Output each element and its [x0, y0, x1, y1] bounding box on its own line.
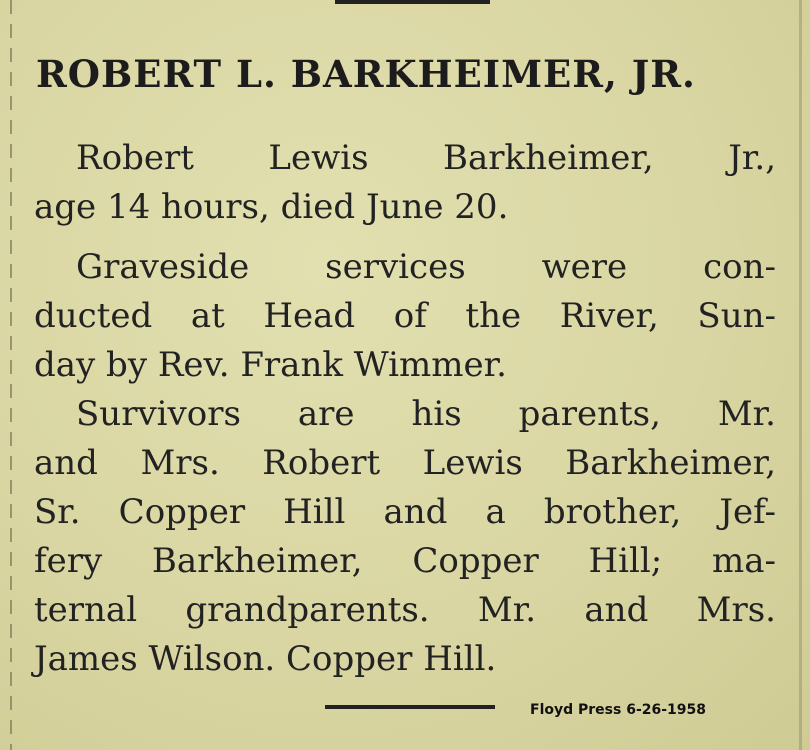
obituary-line: fery Barkheimer, Copper Hill; ma-	[34, 541, 776, 581]
obituary-line: ternal grandparents. Mr. and Mrs.	[34, 590, 776, 630]
obituary-line: ducted at Head of the River, Sun-	[34, 296, 776, 336]
top-divider-rule	[335, 0, 490, 4]
source-credit: Floyd Press 6-26-1958	[530, 702, 707, 718]
obituary-line: Robert Lewis Barkheimer, Jr.,	[76, 138, 776, 178]
fold-crease-left	[10, 0, 12, 750]
obituary-line: and Mrs. Robert Lewis Barkheimer,	[34, 443, 776, 483]
obituary-headline: ROBERT L. BARKHEIMER, JR.	[36, 52, 696, 96]
bottom-divider-rule	[325, 705, 495, 709]
obituary-line: Survivors are his parents, Mr.	[76, 394, 776, 434]
fold-crease-right	[799, 0, 802, 750]
obituary-line: day by Rev. Frank Wimmer.	[34, 345, 507, 385]
obituary-line: Graveside services were con-	[76, 247, 776, 287]
obituary-line: age 14 hours, died June 20.	[34, 187, 509, 227]
obituary-line: James Wilson. Copper Hill.	[34, 639, 497, 679]
obituary-line: Sr. Copper Hill and a brother, Jef-	[34, 492, 776, 532]
